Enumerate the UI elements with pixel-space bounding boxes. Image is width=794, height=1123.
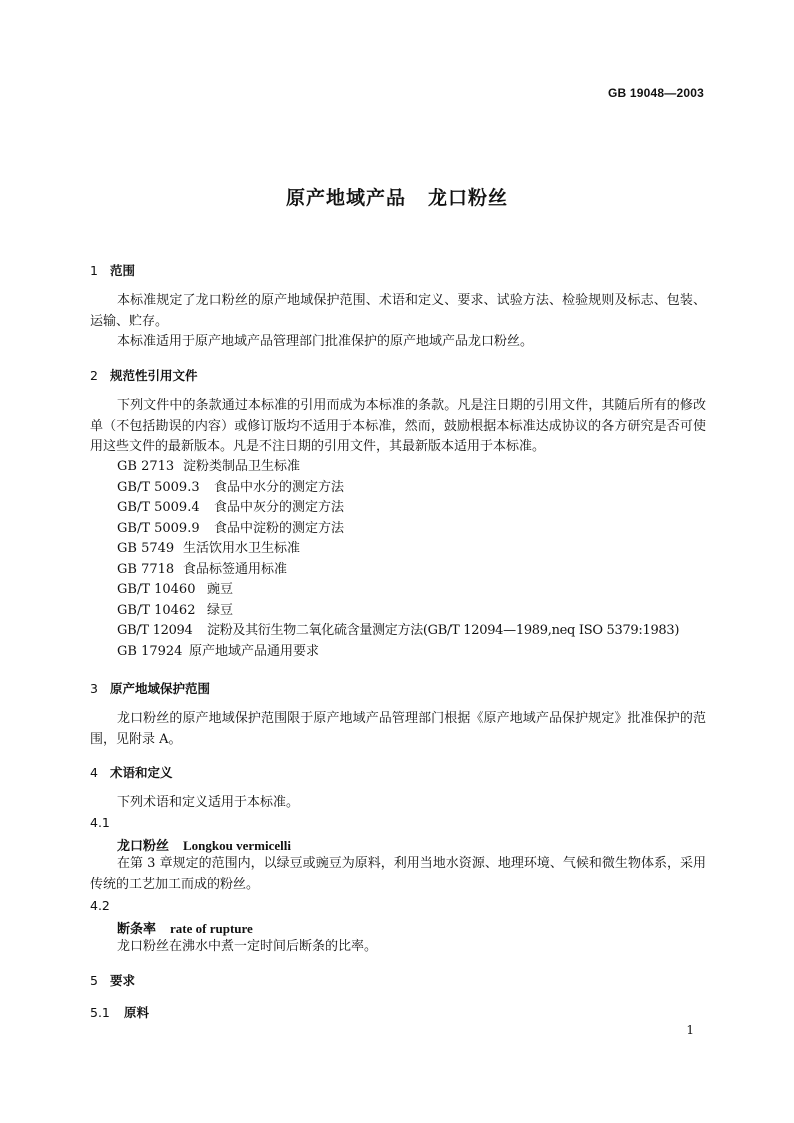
- section-5-heading: [90, 971, 135, 989]
- term-4-1-definition: 在第 3 章规定的范围内，以绿豆或豌豆为原料，利用当地水资源、地理环境、气候和微生物体系，采用传统的工艺加工而成的粉丝。: [90, 856, 706, 892]
- reference-item: [117, 457, 300, 478]
- reference-code: GB 7718: [117, 561, 175, 577]
- section-number: 5.1: [90, 1005, 110, 1020]
- reference-item: [117, 560, 287, 581]
- reference-name: 淀粉及其衍生物二氧化硫含量测定方法(GB/T 12094—1989,neq ISO 5379:1983): [207, 623, 680, 638]
- reference-code: GB/T 10460: [117, 582, 196, 597]
- reference-item: [117, 601, 233, 622]
- section-2-heading: [90, 366, 198, 384]
- title-part-1: 原产地域产品: [285, 187, 406, 209]
- term-4-2-definition: 龙口粉丝在沸水中煮一定时间后断条的比率。: [117, 939, 378, 954]
- reference-name: 食品中淀粉的测定方法: [214, 520, 345, 536]
- document-title: [0, 183, 794, 210]
- reference-name: 食品中水分的测定方法: [214, 479, 345, 495]
- section-title: 要求: [110, 973, 136, 988]
- reference-code: GB/T 5009.9: [117, 520, 200, 536]
- reference-name: 绿豆: [207, 602, 234, 618]
- reference-item: [117, 621, 679, 642]
- reference-item: [117, 642, 319, 663]
- page-number: 1: [686, 1023, 694, 1037]
- section-number: 2: [90, 368, 98, 383]
- section-1-paragraph-2: 本标准适用于原产地域产品管理部门批准保护的原产地域产品龙口粉丝。: [117, 334, 534, 349]
- section-4-paragraph-1: 下列术语和定义适用于本标准。: [117, 795, 300, 810]
- title-part-2: 龙口粉丝: [428, 187, 509, 209]
- reference-item: [117, 478, 344, 499]
- term-4-2: [117, 918, 253, 937]
- section-title: 原料: [124, 1005, 150, 1020]
- section-1-heading: [90, 261, 135, 279]
- reference-item: [117, 519, 344, 540]
- section-number: 1: [90, 263, 98, 278]
- reference-code: GB/T 12094: [117, 623, 193, 638]
- term-zh: 龙口粉丝: [117, 839, 170, 854]
- section-title: 范围: [110, 263, 136, 278]
- term-en: Longkou vermicelli: [183, 838, 291, 853]
- section-number: 3: [90, 681, 98, 696]
- reference-name: 豌豆: [207, 582, 234, 597]
- reference-name: 食品中灰分的测定方法: [214, 500, 345, 515]
- standard-number: GB 19048—2003: [608, 86, 704, 100]
- section-4-heading: [90, 763, 173, 781]
- reference-name: 食品标签通用标准: [183, 561, 288, 577]
- reference-code: GB/T 10462: [117, 602, 196, 618]
- term-en: rate of rupture: [170, 921, 253, 936]
- term-zh: 断条率: [117, 922, 157, 937]
- reference-item: [117, 580, 233, 601]
- reference-item: [117, 539, 300, 560]
- reference-code: GB/T 5009.3: [117, 479, 200, 495]
- reference-item: [117, 498, 344, 519]
- section-number: 4: [90, 765, 98, 780]
- section-1-paragraph-1: 本标准规定了龙口粉丝的原产地域保护范围、术语和定义、要求、试验方法、检验规则及标志、包装、运输、贮存。: [90, 293, 706, 329]
- section-3-paragraph-1: 龙口粉丝的原产地域保护范围限于原产地域产品管理部门根据《原产地域产品保护规定》批准保护的范围，见附录 A。: [90, 711, 706, 747]
- clause-4-2-number: 4.2: [90, 898, 110, 913]
- section-title: 原产地域保护范围: [110, 681, 211, 696]
- reference-code: GB 2713: [117, 459, 175, 474]
- reference-code: GB/T 5009.4: [117, 500, 200, 515]
- reference-code: GB 17924: [117, 643, 183, 659]
- term-4-1: [117, 835, 291, 854]
- reference-code: GB 5749: [117, 541, 175, 556]
- section-number: 5: [90, 973, 98, 988]
- reference-name: 生活饮用水卫生标准: [183, 541, 301, 556]
- section-title: 术语和定义: [110, 765, 173, 780]
- clause-4-1-number: 4.1: [90, 815, 110, 830]
- reference-name: 原产地域产品通用要求: [189, 643, 320, 659]
- section-2-paragraph-1: 下列文件中的条款通过本标准的引用而成为本标准的条款。凡是注日期的引用文件，其随后所有的修改单（不包括勘误的内容）或修订版均不适用于本标准，然而，鼓励根据本标准达成协议的各方研究是否可使用这些文件的最新版本。凡是不注日期的引用文件，其最新版本适用于本标准。: [90, 398, 706, 454]
- section-3-heading: [90, 679, 210, 697]
- section-title: 规范性引用文件: [110, 368, 198, 383]
- reference-name: 淀粉类制品卫生标准: [183, 459, 301, 474]
- clause-5-1-heading: [90, 1003, 149, 1021]
